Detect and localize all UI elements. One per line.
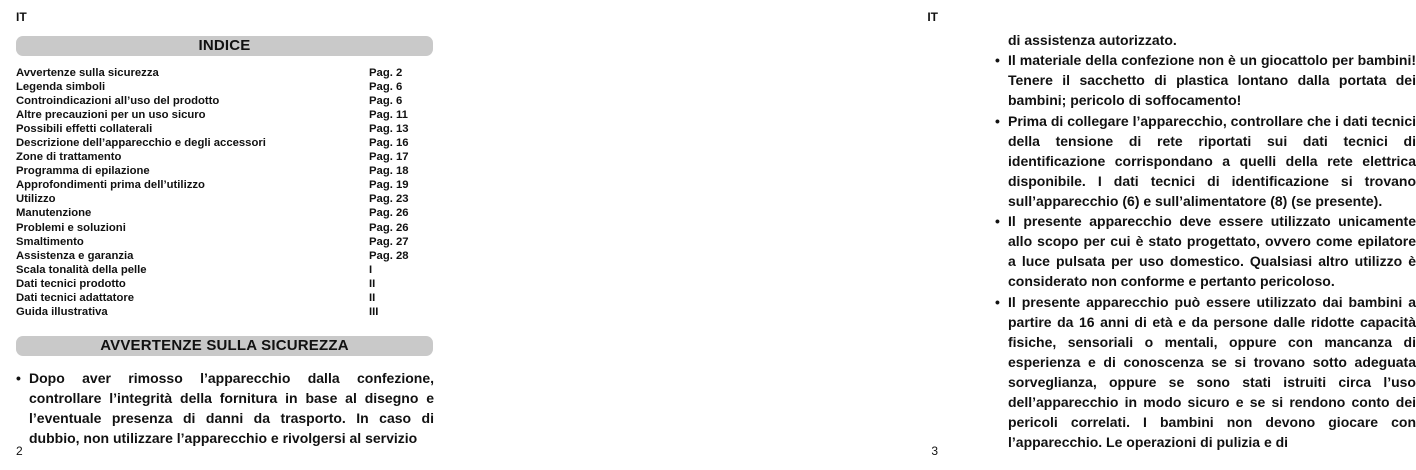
toc-page: I	[369, 263, 373, 276]
language-label: IT	[16, 10, 27, 24]
toc-title: Scala tonalità della pelle	[16, 263, 147, 276]
bullet-icon: •	[995, 52, 1000, 68]
continued-text: di assistenza autorizzato.	[1008, 32, 1177, 48]
toc-row[interactable]	[16, 80, 436, 94]
toc-page: Pag. 23	[369, 193, 409, 206]
toc-row[interactable]	[16, 178, 436, 192]
toc-title: Guida illustrativa	[16, 305, 108, 318]
warnings-list	[16, 368, 434, 448]
toc-page: Pag. 6	[369, 81, 403, 94]
toc-page: Pag. 17	[369, 151, 409, 164]
toc-title: Avvertenze sulla sicurezza	[16, 67, 159, 79]
toc-title: Possibili effetti collaterali	[16, 123, 153, 136]
warnings-list-continued	[995, 30, 1416, 452]
toc-row[interactable]	[16, 235, 436, 249]
warning-text: Il materiale della confezione non è un giocattolo per bambini! Tenere il sacchetto di plastica lontano dalla portata dei bambini; pericolo di soffocamento!	[1008, 52, 1416, 108]
toc-row[interactable]	[16, 164, 436, 178]
toc-page: Pag. 26	[369, 207, 409, 220]
toc-title: Problemi e soluzioni	[16, 221, 126, 234]
toc-page: Pag. 11	[369, 109, 408, 122]
warning-item	[995, 50, 1416, 110]
warning-text: Il presente apparecchio può essere utilizzato dai bambini a partire da 16 anni di età e da persone dalle ridotte capacità fisiche, sensoriali o mentali, oppure con mancanza di esperienza e di conoscenza se si trovano sotto adeguata sorveglianza, oppure se sono stati istruiti circa l’uso dell’apparecchio in modo sicuro e se si rendono conto dei pericoli correlati. I bambini non devono giocare con l’apparecchio. Le operazioni di pulizia e di	[1008, 293, 1416, 450]
toc-page: Pag. 26	[369, 221, 409, 234]
toc-title: Dati tecnici prodotto	[16, 277, 126, 290]
warning-text: Dopo aver rimosso l’apparecchio dalla confezione, controllare l’integrità della fornitura in base al disegno e l’eventuale presenza di danni da trasporto. In caso di dubbio, non utilizzare l’apparecchio e rivolgersi al servizio	[29, 370, 434, 446]
page-number: 3	[931, 444, 938, 458]
page-number: 2	[16, 444, 23, 458]
warning-text: Il presente apparecchio deve essere utilizzato unicamente allo scopo per cui è stato progettato, ovvero come epilatore a luce pulsata per uso domestico. Qualsiasi altro utilizzo è considerato non conforme e pertanto pericoloso.	[1008, 213, 1416, 289]
toc-row[interactable]	[16, 277, 436, 291]
toc-row[interactable]	[16, 192, 436, 206]
toc-title: Controindicazioni all’uso del prodotto	[16, 95, 220, 108]
bullet-icon: •	[995, 112, 1000, 129]
toc-page: Pag. 6	[369, 95, 403, 108]
language-label: IT	[927, 10, 938, 24]
toc-page: Pag. 28	[369, 249, 409, 262]
bullet-icon: •	[995, 293, 1000, 310]
toc-row[interactable]	[16, 122, 436, 136]
toc-page: II	[369, 291, 376, 304]
index-heading: INDICE	[16, 36, 433, 56]
toc-title: Programma di epilazione	[16, 165, 150, 178]
warning-text: Prima di collegare l’apparecchio, controllare che i dati tecnici della tensione di rete riportati sui dati tecnici di identificazione corrispondano a quelli della rete elettrica disponibile. I dati tecnici di identificazione si trovano sull’apparecchio (6) e sull’alimentatore (8) (se presente).	[1008, 112, 1416, 209]
toc-row[interactable]	[16, 206, 436, 220]
toc-row[interactable]	[16, 263, 436, 277]
toc-page: III	[369, 305, 379, 318]
table-of-contents	[16, 66, 436, 319]
toc-title: Approfondimenti prima dell’utilizzo	[16, 179, 205, 192]
toc-title: Assistenza e garanzia	[16, 249, 134, 262]
toc-title: Utilizzo	[16, 193, 56, 206]
toc-row[interactable]	[16, 249, 436, 263]
right-page	[477, 0, 1416, 470]
toc-row[interactable]	[16, 94, 436, 108]
toc-page: Pag. 19	[369, 179, 409, 192]
toc-title: Dati tecnici adattatore	[16, 291, 135, 304]
toc-title: Smaltimento	[16, 235, 84, 248]
left-page	[0, 0, 477, 470]
toc-page: Pag. 27	[369, 235, 409, 248]
toc-page: II	[369, 277, 376, 290]
toc-title: Zone di trattamento	[16, 151, 122, 164]
toc-row[interactable]	[16, 66, 436, 80]
warning-item	[995, 292, 1416, 452]
warning-item	[995, 111, 1416, 211]
toc-title: Descrizione dell’apparecchio e degli accessori	[16, 137, 266, 150]
toc-row[interactable]	[16, 108, 436, 122]
toc-title: Altre precauzioni per un uso sicuro	[16, 109, 206, 122]
toc-title: Legenda simboli	[16, 81, 106, 94]
toc-page: Pag. 2	[369, 67, 403, 79]
toc-row[interactable]	[16, 221, 436, 235]
toc-row[interactable]	[16, 291, 436, 305]
toc-page: Pag. 16	[369, 137, 409, 150]
toc-page: Pag. 13	[369, 123, 409, 136]
warnings-heading: AVVERTENZE SULLA SICUREZZA	[16, 336, 433, 356]
toc-page: Pag. 18	[369, 165, 409, 178]
toc-row[interactable]	[16, 150, 436, 164]
toc-row[interactable]	[16, 305, 436, 319]
bullet-icon: •	[995, 213, 1000, 229]
bullet-icon: •	[16, 370, 21, 386]
warning-item	[16, 368, 434, 448]
toc-title: Manutenzione	[16, 207, 92, 220]
warning-item	[995, 211, 1416, 291]
toc-row[interactable]	[16, 136, 436, 150]
